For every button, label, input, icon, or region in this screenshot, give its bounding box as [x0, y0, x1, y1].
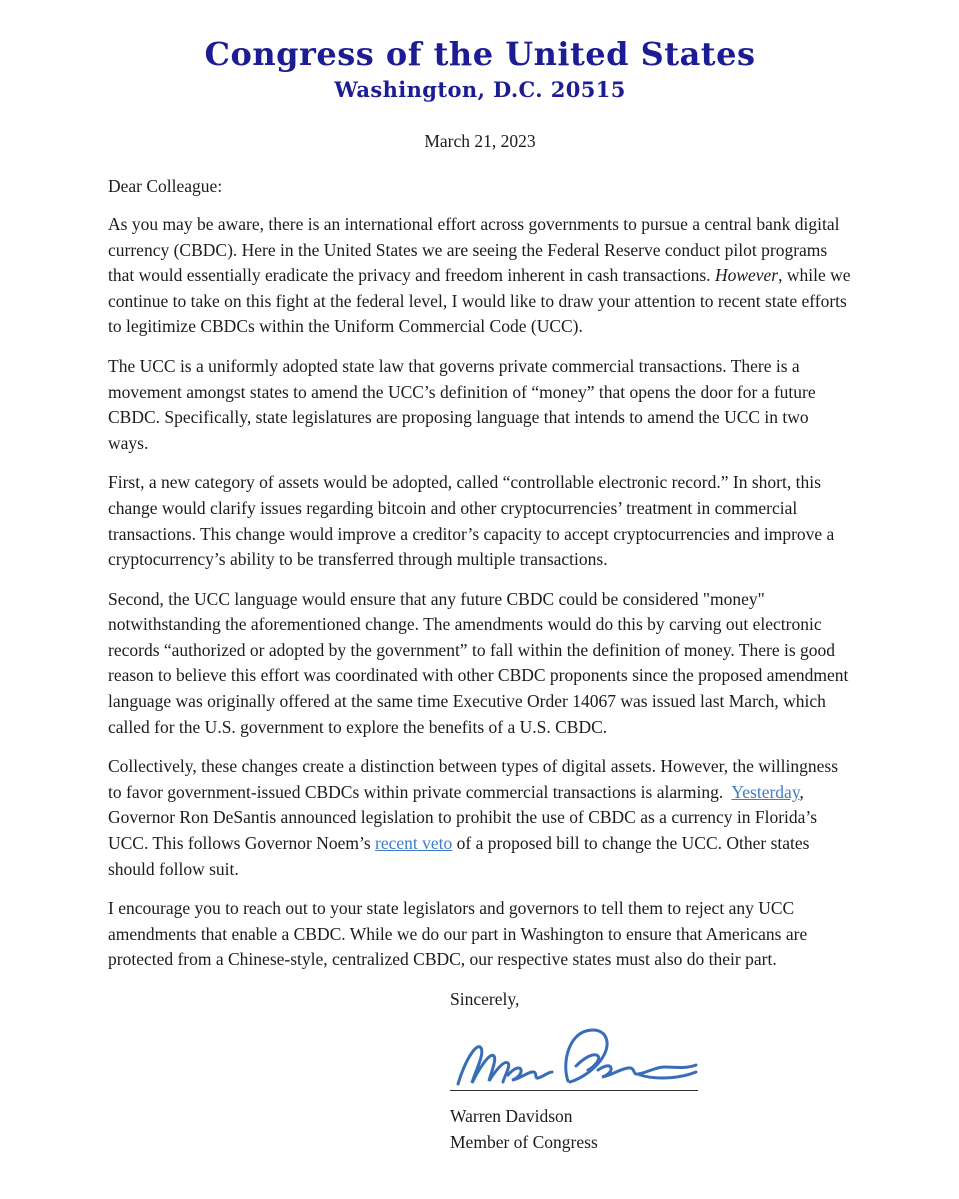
letter-paragraph: [108, 587, 852, 741]
signature-svg: [450, 1024, 698, 1096]
italic-text: However: [714, 265, 779, 286]
paragraph-text: The UCC is a uniformly adopted state law that governs private commercial transactions. There is a movement amongst states to amend the UCC’s definition of “money” that opens the door for a future CBDC. Specifically, state legislatures are proposing language that intends to amend the UCC in two ways.: [108, 355, 816, 453]
recent-veto-link[interactable]: recent veto: [375, 833, 453, 854]
paragraph-text: , Governor Ron DeSantis announced legislation to prohibit the use of CBDC as a currency in Florida’s UCC. This follows Governor Noem’s: [108, 781, 818, 854]
closing-block: [450, 989, 852, 1155]
letter-date: March 21, 2023: [424, 130, 536, 151]
letter-body: [108, 212, 852, 973]
signer-title: Member of Congress: [450, 1132, 598, 1153]
paragraph-text: of a proposed bill to change the UCC. Other states should follow suit.: [108, 833, 810, 879]
salutation: Dear Colleague:: [108, 175, 223, 196]
paragraph-text: I encourage you to reach out to your state legislators and governors to tell them to reject any UCC amendments that enable a CBDC. While we do our part in Washington to ensure that Americans are protected from a Chinese-style, centralized CBDC, our respective states must also do their part.: [108, 898, 808, 970]
letterhead-subtitle: Washington, D.C. 20515: [334, 76, 626, 102]
closing-valediction: Sincerely,: [450, 989, 520, 1010]
signer-name: Warren Davidson: [450, 1106, 573, 1127]
letter-paragraph: [108, 896, 852, 973]
letter-paragraph: [108, 212, 852, 340]
signature-image: [450, 1024, 698, 1091]
letter-paragraph: [108, 354, 852, 456]
letter-paragraph: [108, 470, 852, 572]
paragraph-text: First, a new category of assets would be adopted, called “controllable electronic record.” In short, this change would clarify issues regarding bitcoin and other cryptocurrencies’ treatment in commercial transactions. This change would improve a creditor’s capacity to accept cryptocurrencies and improve a cryptocurrency’s ability to be transferred through multiple transactions.: [108, 472, 835, 570]
letter-paragraph: [108, 754, 852, 882]
paragraph-text: Second, the UCC language would ensure that any future CBDC could be considered "money" notwithstanding the aforementioned change. The amendments would do this by carving out electronic records “authorized or adopted by the government” to fall within the definition of money. There is good reason to believe this effort was coordinated with other CBDC proponents since the proposed amendment language was originally offered at the same time Executive Order 14067 was issued last March, which called for the U.S. government to explore the benefits of a U.S. CBDC.: [108, 588, 849, 737]
yesterday-link[interactable]: Yesterday: [731, 781, 800, 802]
paragraph-text: , while we continue to take on this fight at the federal level, I would like to draw your attention to recent state efforts to legitimize CBDCs within the Uniform Commercial Code (UCC).: [108, 265, 851, 337]
letterhead: [108, 36, 852, 102]
letterhead-title: Congress of the United States: [204, 35, 756, 73]
paragraph-text: Collectively, these changes create a distinction between types of digital assets. However, the willingness to favor government-issued CBDCs within private commercial transactions is alarming.: [108, 756, 839, 802]
paragraph-text: As you may be aware, there is an international effort across governments to pursue a central bank digital currency (CBDC). Here in the United States we are seeing the Federal Reserve conduct pilot programs that would essentially eradicate the privacy and freedom inherent in cash transactions.: [108, 213, 840, 286]
